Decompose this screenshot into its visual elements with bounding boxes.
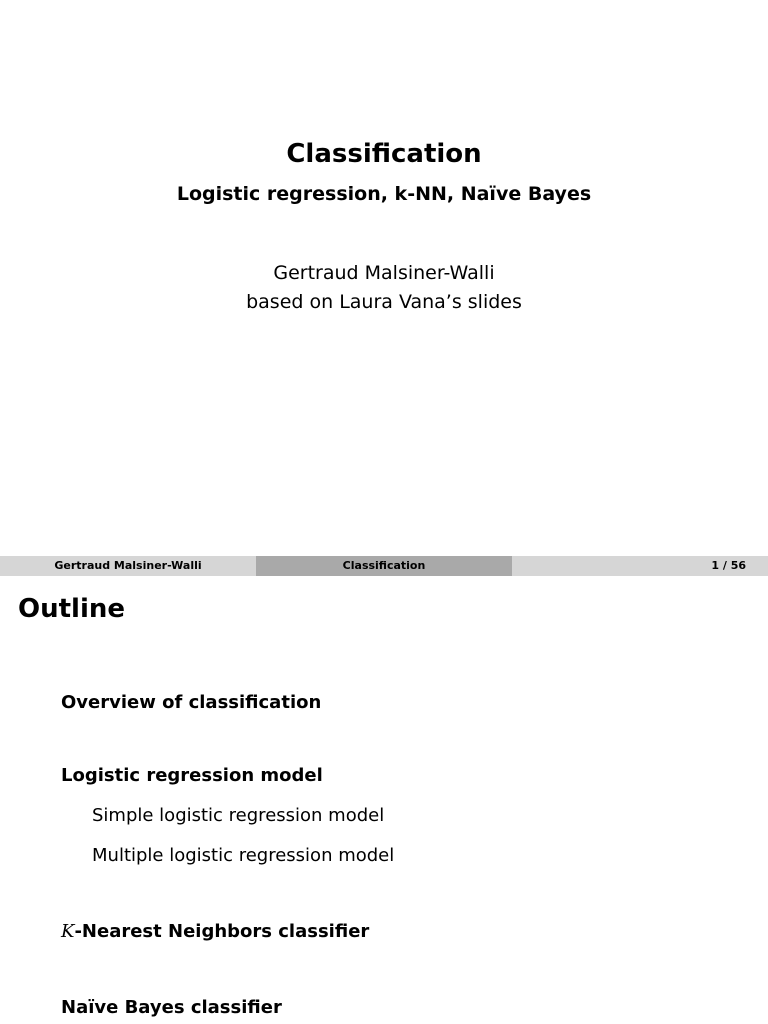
author-credit: based on Laura Vana’s slides [246, 291, 522, 313]
toc-section-knn[interactable] [61, 920, 369, 944]
toc-subsection-multiple-logistic[interactable]: Multiple logistic regression model [92, 845, 395, 866]
toc-subsection-simple-logistic[interactable]: Simple logistic regression model [92, 805, 385, 826]
footer-author: Gertraud Malsiner-Walli [0, 556, 256, 576]
author-block [0, 259, 768, 317]
author-name: Gertraud Malsiner-Walli [273, 262, 495, 284]
toc-section-logistic-regression[interactable]: Logistic regression model [61, 765, 323, 786]
toc-section-overview[interactable]: Overview of classification [61, 692, 322, 713]
presentation-subtitle: Logistic regression, k-NN, Naïve Bayes [176, 183, 592, 205]
slide-footer [0, 556, 768, 576]
outline-title: Outline [18, 594, 126, 624]
toc-knn-math-k: K [61, 921, 75, 942]
outline-slide [0, 576, 768, 1024]
toc-knn-label-rest: -Nearest Neighbors classifier [74, 921, 370, 942]
toc-section-naive-bayes[interactable]: Naïve Bayes classifier [61, 997, 282, 1018]
presentation-title: Classification [286, 139, 482, 169]
footer-page-number: 1 / 56 [512, 556, 768, 576]
footer-title: Classification [256, 556, 512, 576]
